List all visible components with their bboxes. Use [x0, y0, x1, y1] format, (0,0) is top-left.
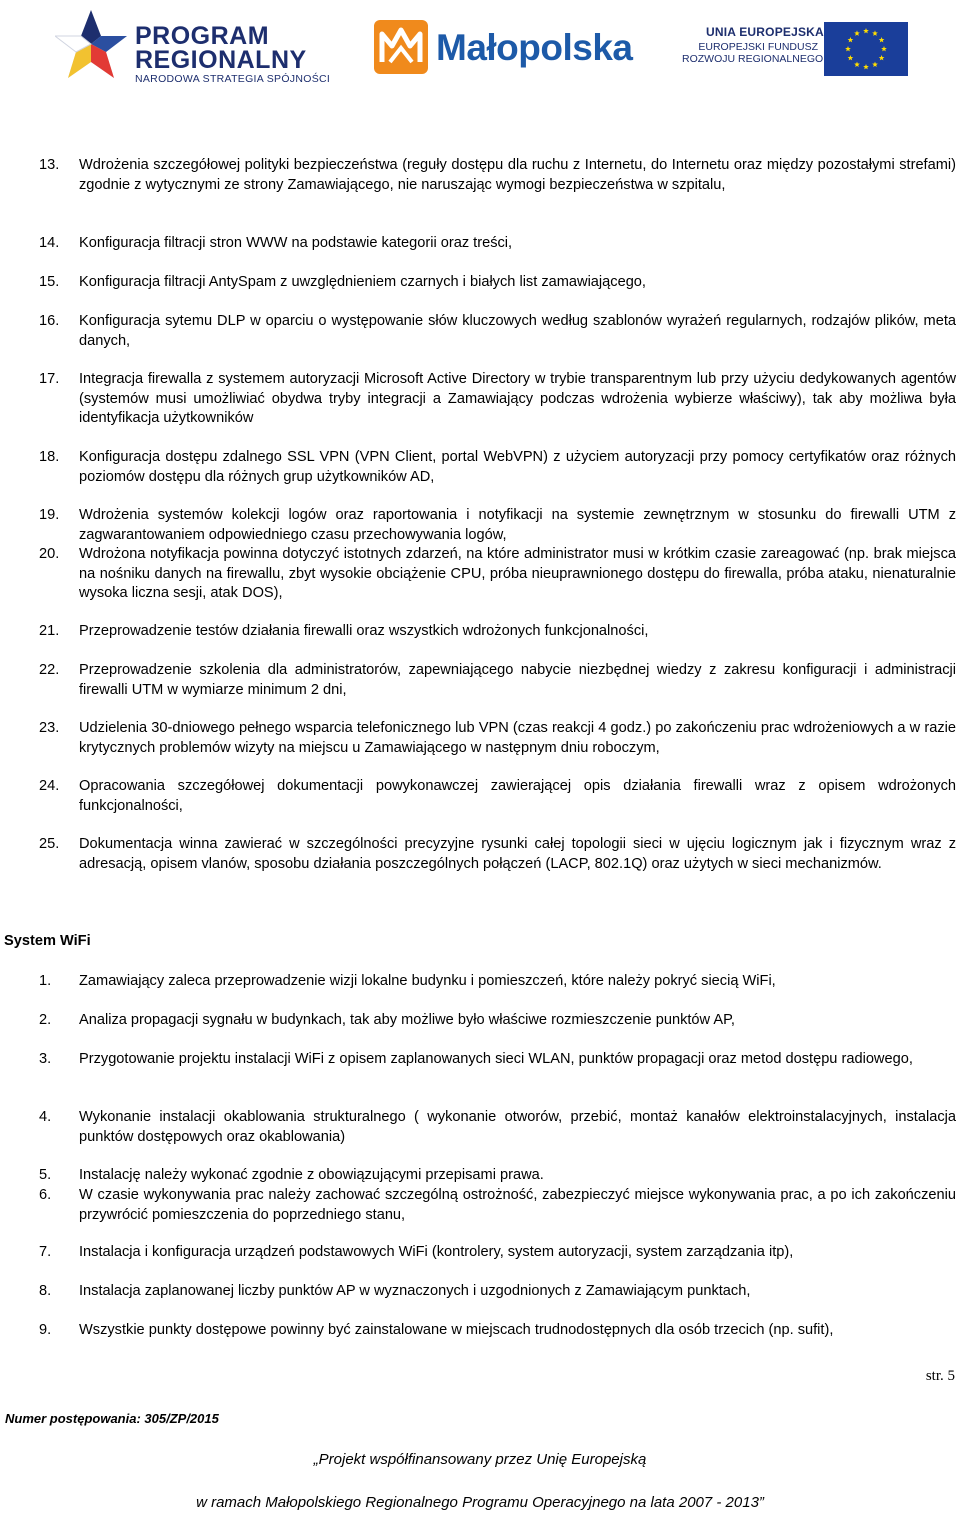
program-regionalny-star-icon — [55, 6, 131, 90]
list-item-text: Wdrożenia szczegółowej polityki bezpieczeństwa (reguły dostępu dla ruchu z Internetu, do Internetu oraz między pozostałymi strefami) zgodnie z wytycznymi ze strony Zamawiającego, nie naruszając wymogi bezpieczeństwa w szpitalu, — [79, 157, 956, 193]
list-item-text: Konfiguracja filtracji AntySpam z uwzględnieniem czarnych i białych list zamawiającego, — [79, 274, 646, 290]
footer-program-line: w ramach Małopolskiego Regionalnego Programu Operacyjnego na lata 2007 - 2013” — [196, 1494, 764, 1511]
eu-logo — [682, 22, 912, 76]
list-item-number: 17. — [39, 371, 60, 387]
list-item-number: 5. — [39, 1167, 52, 1183]
list-item-number: 15. — [39, 274, 60, 290]
list-item-number: 22. — [39, 662, 60, 678]
list-item-number: 8. — [39, 1283, 52, 1299]
page-number: str. 5 — [925, 1368, 955, 1384]
list-item-text: Instalacja zaplanowanej liczby punktów AP w wyznaczonych i uzgodnionych z Zamawiającym punktach, — [79, 1283, 751, 1299]
section-title: System WiFi — [4, 933, 91, 949]
list-item-number: 3. — [39, 1051, 52, 1067]
list-item-text: Przeprowadzenie testów działania firewalli oraz wszystkich wdrożonych funkcjonalności, — [79, 623, 649, 639]
program-regionalny-logo — [55, 6, 345, 90]
list-item-text: Konfiguracja dostępu zdalnego SSL VPN (VPN Client, portal WebVPN) z użyciem autoryzacji przy pomocy certyfikatów oraz różnych poziomów dostępu dla różnych grup użytkowników AD, — [79, 449, 956, 485]
list-item-text: Przeprowadzenie szkolenia dla administratorów, zapewniającego nabycie niezbędnej wiedzy z zakresu konfiguracji i administracji firewalli UTM w wymiarze minimum 2 dni, — [79, 662, 956, 698]
eu-logo-line2: EUROPEJSKI FUNDUSZ — [698, 41, 818, 53]
list-item-text: Wszystkie punkty dostępowe powinny być zainstalowane w miejscach trudnodostępnych dla osób trzecich (np. sufit), — [79, 1322, 834, 1338]
list-item-number: 16. — [39, 313, 60, 329]
list-item-number: 13. — [39, 157, 60, 173]
list-item-text: Instalacja i konfiguracja urządzeń podstawowych WiFi (kontrolery, system autoryzacji, system zarządzania itp), — [79, 1244, 794, 1260]
list-item-number: 18. — [39, 449, 60, 465]
program-logo-line1: PROGRAM — [135, 22, 270, 50]
procedure-number: Numer postępowania: 305/ZP/2015 — [5, 1411, 219, 1426]
list-item-number: 2. — [39, 1012, 52, 1028]
page-header — [0, 0, 960, 100]
list-item-text: Analiza propagacji sygnału w budynkach, tak aby możliwe było właściwe rozmieszczenie punktów AP, — [79, 1012, 735, 1028]
eu-flag-icon — [824, 22, 908, 76]
list-item-text: Zamawiający zaleca przeprowadzenie wizji lokalne budynku i pomieszczeń, które należy pokryć siecią WiFi, — [79, 973, 776, 989]
list-item-number: 24. — [39, 778, 60, 794]
list-item-number: 9. — [39, 1322, 52, 1338]
footer-cofinancing-line: „Projekt współfinansowany przez Unię Europejską — [313, 1451, 647, 1468]
list-item-text: W czasie wykonywania prac należy zachować szczególną ostrożność, zabezpieczyć miejsce wykonywania prac, a po ich zakończeniu przywrócić pomieszczenia do poprzedniego stanu, — [79, 1187, 956, 1223]
list-item-number: 6. — [39, 1187, 52, 1203]
malopolska-logo-text: Małopolska — [436, 27, 633, 68]
list-item-number: 14. — [39, 235, 60, 251]
eu-logo-line1: UNIA EUROPEJSKA — [706, 25, 824, 39]
list-item-number: 23. — [39, 720, 60, 736]
list-item-text: Dokumentacja winna zawierać w szczególności precyzyjne rysunki całej topologii sieci w ujęciu logicznym jak i fizycznym wraz z adresacją, opisem vlanów, sposobu działania poszczególnych połączeń (LACP, 802.1Q) oraz użytych w sieci mechanizmów. — [79, 836, 956, 872]
eu-logo-line3: ROZWOJU REGIONALNEGO — [682, 53, 824, 65]
list-item-text: Wdrożenia systemów kolekcji logów oraz raportowania i notyfikacji na systemie zewnętrznym w stosunku do firewalli UTM z zagwarantowaniem odpowiedniego czasu przechowywania logów, — [79, 507, 956, 543]
list-item-number: 25. — [39, 836, 60, 852]
list-item-number: 19. — [39, 507, 60, 523]
list-item-number: 1. — [39, 973, 52, 989]
list-item-number: 21. — [39, 623, 60, 639]
list-item-text: Instalację należy wykonać zgodnie z obowiązującymi przepisami prawa. — [79, 1167, 544, 1183]
program-logo-line2: REGIONALNY — [135, 46, 307, 74]
malopolska-emblem-icon — [372, 18, 430, 76]
list-item-text: Konfiguracja filtracji stron WWW na podstawie kategorii oraz treści, — [79, 235, 513, 251]
program-logo-line3: NARODOWA STRATEGIA SPÓJNOŚCI — [135, 73, 331, 85]
list-item-number: 4. — [39, 1109, 52, 1125]
list-item-text: Integracja firewalla z systemem autoryzacji Microsoft Active Directory w trybie transparentnym lub przy użyciu dedykowanych agentów (systemów musi umożliwiać obydwa tryby integracji a Zamawiający podczas wdrożenia wybierze właściwy), tak aby możliwa była identyfikacja użytkowników — [79, 371, 956, 426]
list-item-number: 20. — [39, 546, 60, 562]
list-item-text: Wdrożona notyfikacja powinna dotyczyć istotnych zdarzeń, na które administrator musi w krótkim czasie zareagować (np. brak miejsca na nośniku danych na firewallu, zbyt wysokie obciążenie CPU, próba nieuprawnionego dostępu do firewalla, próba ataku, nienaturalnie wysoka liczna sesji, atak DOS), — [79, 546, 956, 601]
list-item-text: Udzielenia 30-dniowego pełnego wsparcia telefonicznego lub VPN (czas reakcji 4 godz.) po zakończeniu prac wdrożeniowych a w razie krytycznych problemów wizyty na miejscu u Zamawiającego w następnym dniu roboczym, — [79, 720, 956, 756]
malopolska-logo — [372, 18, 647, 76]
list-item-text: Wykonanie instalacji okablowania strukturalnego ( wykonanie otworów, przebić, montaż kanałów elektroinstalacyjnych, instalacja punktów dostępowych oraz okablowania) — [79, 1109, 956, 1145]
list-item-text: Konfiguracja sytemu DLP w oparciu o występowanie słów kluczowych według szablonów wyrażeń regularnych, rodzajów plików, meta danych, — [79, 313, 956, 349]
list-item-text: Przygotowanie projektu instalacji WiFi z opisem zaplanowanych sieci WLAN, punktów propagacji oraz metod dostępu radiowego, — [79, 1051, 913, 1067]
list-item-text: Opracowania szczegółowej dokumentacji powykonawczej zawierającej opis działania firewalli wraz z opisem wdrożonych funkcjonalności, — [79, 778, 956, 814]
list-item-number: 7. — [39, 1244, 52, 1260]
